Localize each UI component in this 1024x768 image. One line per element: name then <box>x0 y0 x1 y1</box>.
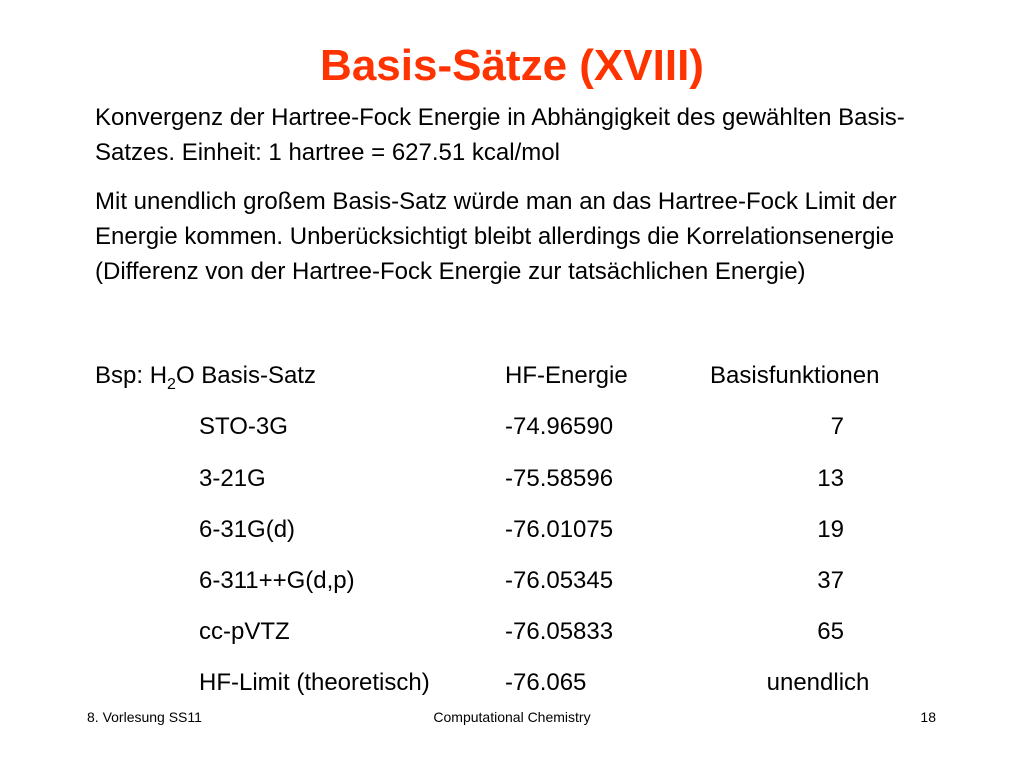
table-row-bf: 7 <box>830 413 844 440</box>
table-row-name: cc-pVTZ <box>199 618 290 645</box>
table-row-hf: -75.58596 <box>505 465 614 492</box>
header-suffix: O Basis-Satz <box>175 362 316 389</box>
table-row-bf: 37 <box>817 567 844 594</box>
slide-title: Basis-Sätze (XVIII) <box>320 41 704 90</box>
table-row-name: 3-21G <box>199 465 266 492</box>
table-row-hf: -76.05345 <box>505 567 614 594</box>
table-header-example <box>95 360 316 392</box>
table-row-bf: 13 <box>817 465 844 492</box>
table-row-name: HF-Limit (theoretisch) <box>199 669 430 696</box>
table-row-bf: unendlich <box>766 669 870 696</box>
table-row-hf: -74.96590 <box>505 413 614 440</box>
table-row-name: 6-311++G(d,p) <box>199 567 355 594</box>
table-row-name: 6-31G(d) <box>199 516 296 543</box>
table-header-hf-energy: HF-Energie <box>505 362 628 389</box>
table-row-bf: 19 <box>817 516 844 543</box>
table-row-name: STO-3G <box>199 413 288 440</box>
header-prefix: Bsp: H <box>95 362 168 389</box>
footer-lecture: 8. Vorlesung SS11 <box>87 709 202 725</box>
table-row-hf: -76.065 <box>505 669 587 696</box>
intro-paragraph: Konvergenz der Hartree-Fock Energie in Abhängigkeit des gewählten Basis-Satzes. Einheit: 1 hartree = 627.51 kcal/mol <box>95 104 905 166</box>
table-row-hf: -76.01075 <box>505 516 614 543</box>
table-row-bf: 65 <box>817 618 844 645</box>
header-subscript: 2 <box>167 375 176 393</box>
footer-course: Computational Chemistry <box>433 709 591 725</box>
table-row-hf: -76.05833 <box>505 618 614 645</box>
footer-page-number: 18 <box>920 709 936 725</box>
table-header-basis-functions: Basisfunktionen <box>710 362 880 389</box>
limit-paragraph: Mit unendlich großem Basis-Satz würde man an das Hartree-Fock Limit der Energie kommen. Unberücksichtigt bleibt allerdings die Korrelationsenergie (Differenz von der Hartree-Fock Energie zur tatsächlichen Energie) <box>95 188 897 285</box>
